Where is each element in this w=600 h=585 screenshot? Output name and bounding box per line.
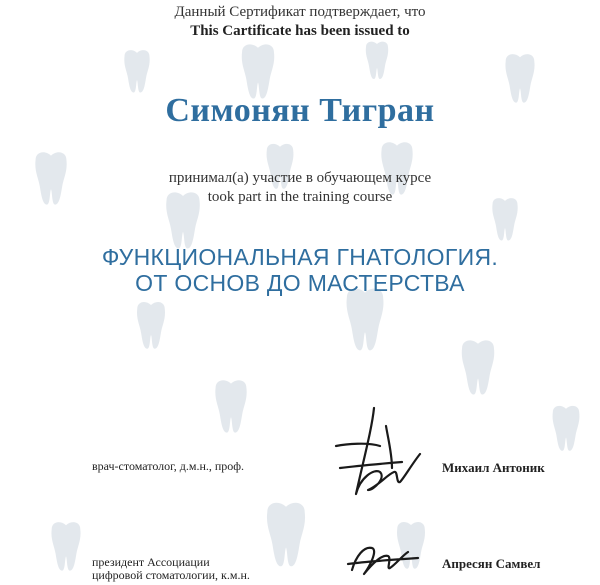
participation-ru: принимал(а) участие в обучающем курсе [168, 170, 432, 186]
signatory-2-title-line-2: цифровой стоматологии, к.м.н. [92, 568, 250, 582]
tooth-icon [132, 300, 170, 350]
tooth-icon [46, 520, 86, 572]
tooth-icon [548, 404, 584, 452]
recipient-name: Симонян Тигран [165, 92, 435, 129]
course-title-line-2: ОТ ОСНОВ ДО МАСТЕРСТВА [135, 270, 465, 296]
header-ru: Данный Сертификат подтверждает, что [174, 4, 426, 20]
signatory-2-name: Апресян Самвел [442, 556, 541, 571]
tooth-icon [376, 140, 418, 196]
signatory-1-title: врач-стоматолог, д.м.н., проф. [92, 459, 245, 473]
signature-1 [316, 398, 428, 510]
tooth-icon [362, 40, 392, 80]
course-title-line-1: ФУНКЦИОНАЛЬНАЯ ГНАТОЛОГИЯ. [101, 244, 499, 270]
signatory-2-title [92, 556, 250, 582]
header-en: This Cartificate has been issued to [190, 23, 410, 39]
tooth-icon [120, 48, 154, 94]
participation-en: took part in the training course [207, 189, 393, 205]
signatory-1-name: Михаил Антоник [442, 460, 545, 475]
tooth-icon [260, 500, 312, 568]
tooth-icon [210, 378, 252, 434]
signatory-2-title-line-1: президент Ассоциации [92, 555, 210, 569]
signature-2 [342, 536, 426, 585]
tooth-icon [456, 338, 500, 396]
